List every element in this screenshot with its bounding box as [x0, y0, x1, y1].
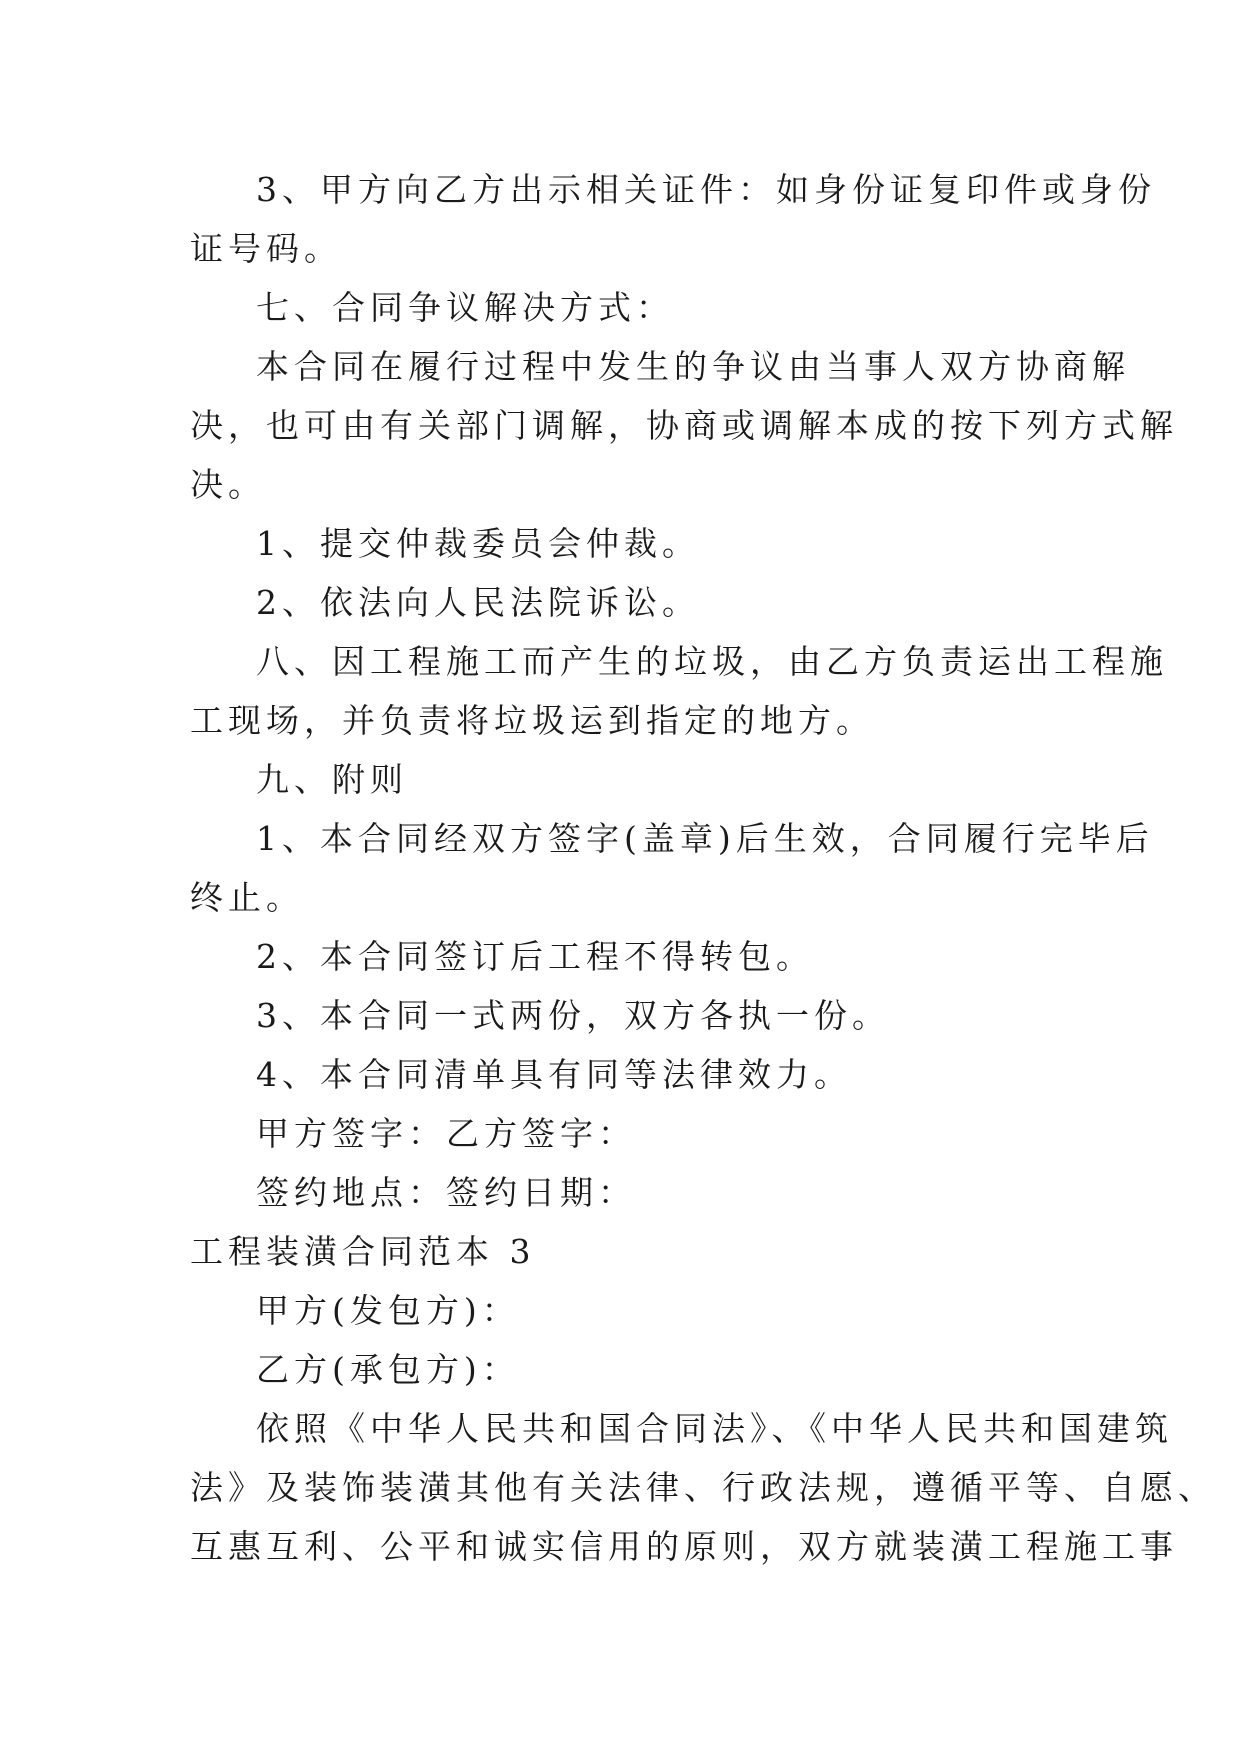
- text-line: 3、本合同一式两份，双方各执一份。: [256, 996, 890, 1035]
- text-line: 4、本合同清单具有同等法律效力。: [256, 1055, 852, 1094]
- text-line: 本合同在履行过程中发生的争议由当事人双方协商解: [256, 347, 1130, 386]
- text-line: 1、提交仲裁委员会仲裁。: [256, 524, 700, 563]
- text-line: 七、合同争议解决方式：: [256, 288, 674, 327]
- text-line: 决。: [190, 465, 266, 504]
- text-line: 乙方(承包方)：: [256, 1350, 520, 1389]
- text-line: 决，也可由有关部门调解，协商或调解本成的按下列方式解: [190, 406, 1178, 445]
- text-line: 依照《中华人民共和国合同法》、《中华人民共和国建筑: [256, 1409, 1173, 1448]
- text-line: 甲方签字：乙方签字：: [256, 1114, 636, 1153]
- text-line: 2、依法向人民法院诉讼。: [256, 583, 700, 622]
- document-body: [190, 160, 1216, 1576]
- text-line: 甲方(发包方)：: [256, 1291, 520, 1330]
- text-line: 2、本合同签订后工程不得转包。: [256, 937, 814, 976]
- text-line: 1、本合同经双方签字(盖章)后生效，合同履行完毕后: [256, 819, 1154, 858]
- section-title: 工程装潢合同范本 3: [190, 1232, 536, 1271]
- text-line: 八、因工程施工而产生的垃圾，由乙方负责运出工程施: [256, 642, 1168, 681]
- text-line: 工现场，并负责将垃圾运到指定的地方。: [190, 701, 874, 740]
- text-line: 九、附则: [256, 760, 408, 799]
- text-line: 法》及装饰装潢其他有关法律、行政法规，遵循平等、自愿、: [190, 1468, 1216, 1507]
- text-line: 3、甲方向乙方出示相关证件：如身份证复印件或身份: [256, 170, 1156, 209]
- text-line: 签约地点：签约日期：: [256, 1173, 636, 1212]
- text-line: 终止。: [190, 878, 304, 917]
- text-line: 证号码。: [190, 229, 342, 268]
- text-line: 互惠互利、公平和诚实信用的原则，双方就装潢工程施工事: [190, 1527, 1178, 1566]
